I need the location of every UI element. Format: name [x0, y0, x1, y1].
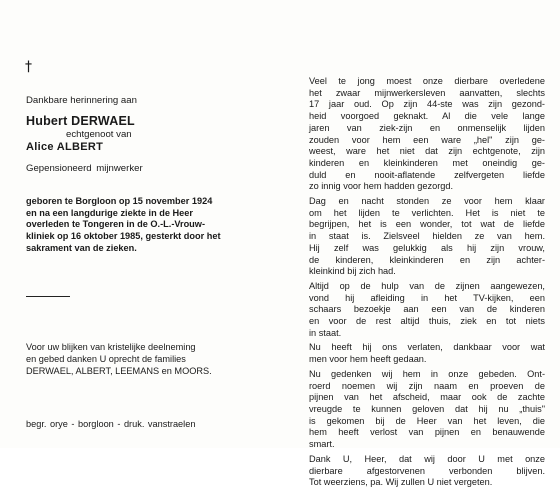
paragraph — [309, 196, 545, 278]
spouse-name: Alice ALBERT — [26, 141, 104, 153]
condolence-text — [26, 341, 270, 378]
paragraph-line: de kinderen, kleinkinderen en zijn achter- — [309, 254, 545, 265]
condolence-line: en gebed danken U oprecht de families — [26, 354, 186, 365]
paragraph-line: Nu heeft hij ons verlaten, dankbaar voor wat — [309, 342, 545, 353]
right-column-text — [309, 76, 545, 489]
paragraph-line: is gekomen bij de Heer van het leven, die — [309, 415, 545, 426]
biography-text — [26, 196, 270, 255]
paragraph — [309, 76, 545, 193]
paragraph-line: zouden voor hem een ware „hel" zijn ge- — [309, 134, 545, 145]
bio-line: geboren te Borgloon op 15 november 1924 — [26, 196, 213, 206]
paragraph-line: in staat. — [309, 327, 342, 338]
paragraph-line: smart. — [309, 439, 335, 450]
condolence-line: DERWAEL, ALBERT, LEEMANS en MOORS. — [26, 366, 212, 377]
paragraph-line: om het lijden te verlichten. Het is niet te — [309, 207, 545, 218]
divider — [26, 296, 70, 297]
paragraph — [309, 281, 545, 340]
deceased-name: Hubert DERWAEL — [26, 114, 135, 128]
paragraph-line: in staat is. Zielsveel hielden ze van hem. — [309, 231, 545, 242]
paragraph-line: heid voorgoed geknakt. Al die vele lange — [309, 111, 545, 122]
paragraph-line: zo innig voor hem hadden gezorgd. — [309, 181, 454, 192]
paragraph — [309, 342, 545, 365]
bio-line: overleden te Tongeren in de O.-L.-Vrouw- — [26, 219, 206, 230]
spouse-label: echtgenoot van — [66, 129, 132, 140]
paragraph-line: vreugde te kunnen geloven dat hij nu „thuis" — [309, 403, 545, 414]
paragraph-line: Altijd op de hulp van de zijnen aangewezen, — [309, 280, 545, 291]
paragraph-line: dierbare afgestorvenen verbonden blijven. — [309, 465, 545, 476]
bio-line: en na een langdurige ziekte in de Heer — [26, 207, 193, 218]
paragraph-line: pijnen van het afscheid, maar ook de zachte — [309, 392, 545, 403]
paragraph-line: duld en nooit-aflatende zelfvergeten liefde — [309, 169, 545, 180]
condolence-line: Voor uw blijken van kristelijke deelneming — [26, 342, 196, 352]
paragraph-line: kleinkind bij zich had. — [309, 266, 396, 277]
paragraph-line: en voor de rest altijd thuis, ziek en tot niets — [309, 316, 545, 327]
paragraph-line: Hij zelf was gelukkig als hij zijn vrouw, — [309, 242, 545, 253]
cross-icon: † — [25, 59, 32, 75]
paragraph-line: het zwaar mijnwerkersleven aanvatten, slechts — [309, 87, 545, 98]
paragraph-line: roerd noemen wij zijn naam en proeven de — [309, 380, 545, 391]
bio-line: sakrament van de zieken. — [26, 242, 137, 253]
paragraph — [309, 454, 545, 489]
paragraph-line: 17 jaar oud. Op zijn 44-ste was zijn gezond- — [309, 99, 545, 110]
paragraph-line: Dank U, Heer, dat wij door U met onze — [309, 453, 545, 464]
paragraph-line: Nu gedenken wij hem in onze gebeden. Ont- — [309, 368, 545, 379]
paragraph-line: Veel te jong moest onze dierbare overledene — [309, 76, 545, 86]
paragraph-line: weest, ware het niet dat zijn echtgenote, zijn — [309, 146, 545, 157]
paragraph-line: Tot weerziens, pa. Wij zullen U niet vergeten. — [309, 477, 493, 488]
occupation: Gepensioneerd mijnwerker — [26, 163, 143, 174]
paragraph-line: kinderen en kleinkinderen met oneindig ge- — [309, 157, 545, 168]
paragraph-line: begrijpen, het is een wonder, tot wat de liefde — [309, 219, 545, 230]
thanks-line: Dankbare herinnering aan — [26, 95, 137, 106]
paragraph — [309, 369, 545, 451]
paragraph-line: vond hij afleiding in het TV-kijken, een — [309, 292, 545, 303]
printer-line: begr. orye - borgloon - druk. vanstraelen — [26, 419, 196, 429]
paragraph-line: men voor hem heeft gedaan. — [309, 354, 427, 365]
paragraph-line: hem heeft verlost van pijnen en benauwende — [309, 427, 545, 438]
paragraph-line: schaars bezoekje aan een van de kinderen — [309, 304, 545, 315]
bio-line: kliniek op 16 oktober 1985, gesterkt door het — [26, 231, 221, 242]
paragraph-line: jaren van ziek-zijn en onmenselijk lijden — [309, 122, 545, 133]
paragraph-line: Dag en nacht stonden ze voor hem klaar — [309, 196, 545, 207]
